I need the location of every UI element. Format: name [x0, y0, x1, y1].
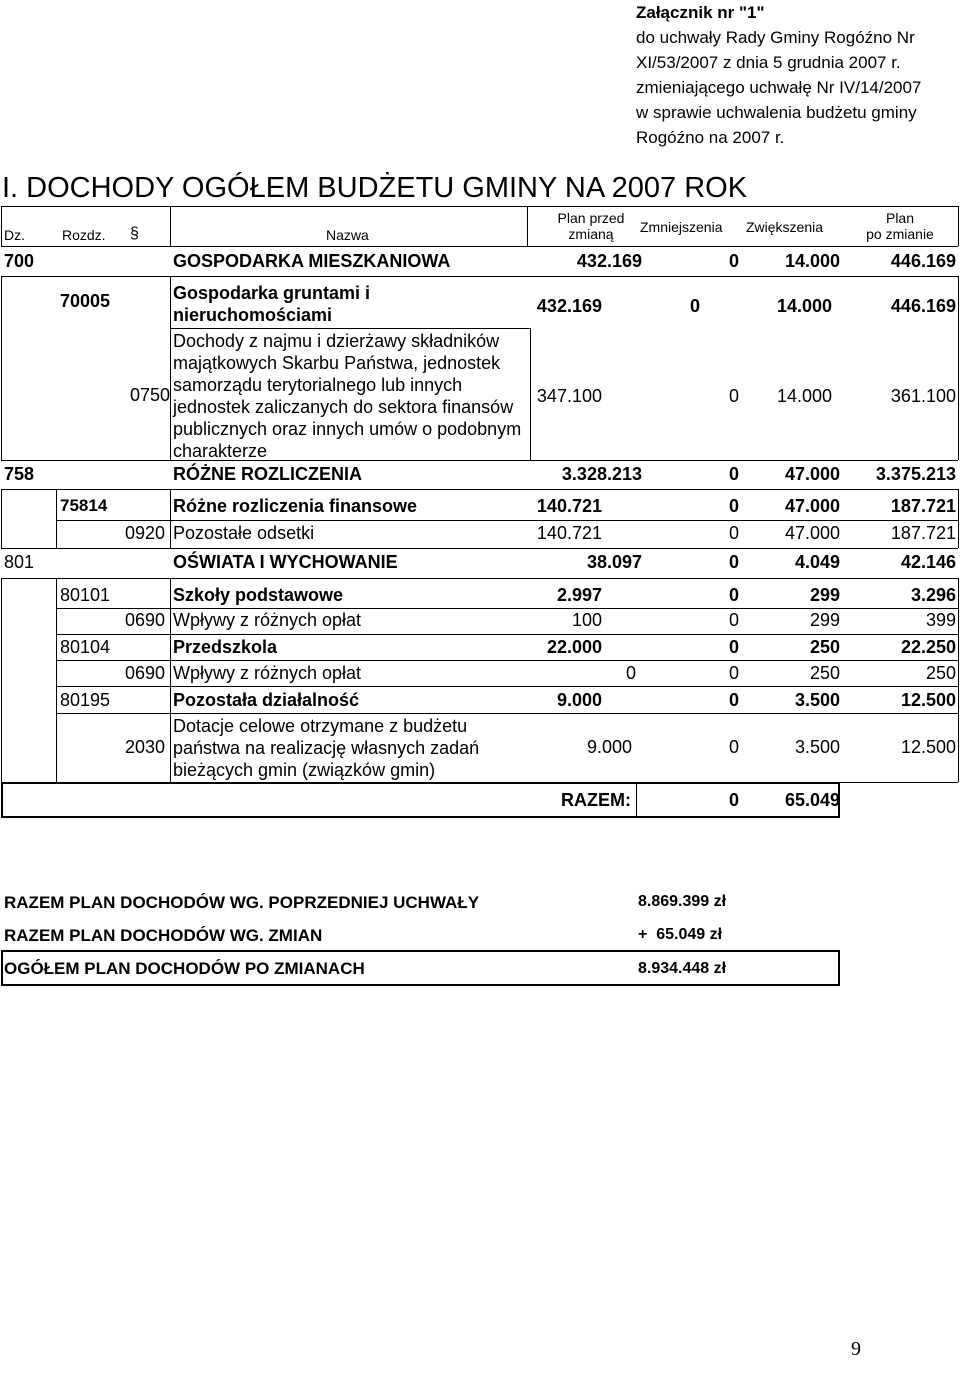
dz-code: 801	[4, 552, 35, 572]
grid-line	[170, 328, 530, 329]
dz-code: 758	[4, 464, 35, 484]
col-header-zwiekszenia: Zwiększenia	[746, 219, 824, 235]
attachment-line: do uchwały Rady Gminy Rogóźno Nr	[636, 28, 915, 47]
grid-line	[1, 276, 2, 460]
grid-line	[1, 548, 958, 549]
paragraph-code: 0690	[125, 610, 166, 630]
after-value: 3.375.213	[875, 464, 956, 484]
row-name: Gospodarka gruntami i nieruchomościami	[173, 283, 371, 325]
decrease-value: 0	[728, 251, 739, 271]
decrease-value: 0	[689, 296, 700, 316]
col-header-plan-po: Plan po zmianie	[866, 210, 934, 242]
attachment-line: XI/53/2007 z dnia 5 grudnia 2007 r.	[636, 53, 901, 72]
summary-label: RAZEM PLAN DOCHODÓW WG. POPRZEDNIEJ UCHWAŁY	[4, 893, 480, 912]
grid-line	[1, 578, 2, 782]
col-header-rozdz: Rozdz.	[62, 227, 106, 243]
summary-label: RAZEM PLAN DOCHODÓW WG. ZMIAN	[4, 926, 323, 945]
grid-line	[1, 489, 958, 490]
paragraph-code: 0750	[130, 385, 171, 405]
grid-line	[1, 276, 958, 277]
row-name: Różne rozliczenia finansowe	[173, 496, 418, 516]
after-value: 3.296	[910, 585, 956, 605]
grid-line	[1, 578, 958, 579]
grid-line	[958, 578, 959, 782]
row-name: Wpływy z różnych opłat	[173, 610, 362, 630]
grid-line	[958, 276, 959, 460]
attachment-line: Rogóźno na 2007 r.	[636, 128, 785, 147]
decrease-value: 0	[728, 386, 739, 406]
increase-value: 14.000	[784, 251, 840, 271]
increase-value: 3.500	[794, 690, 840, 710]
decrease-value: 0	[728, 737, 739, 757]
page-number: 9	[851, 1338, 861, 1360]
rozdz-code: 80104	[60, 637, 111, 657]
col-header-plan-przed: Plan przed zmianą	[557, 210, 625, 242]
increase-value: 47.000	[784, 464, 840, 484]
summary-value: 8.869.399 zł	[638, 893, 727, 910]
after-value: 12.500	[900, 690, 956, 710]
totals-increase: 65.049	[784, 790, 840, 810]
grid-line	[530, 328, 531, 460]
grid-line	[56, 608, 958, 609]
after-value: 187.721	[890, 496, 956, 516]
plan-value: 100	[571, 610, 602, 630]
summary-label: OGÓŁEM PLAN DOCHODÓW PO ZMIANACH	[4, 959, 365, 978]
dz-code: 700	[4, 251, 35, 271]
decrease-value: 0	[728, 610, 739, 630]
plan-value: 140.721	[536, 523, 602, 543]
row-name: Pozostała działalność	[173, 690, 360, 710]
decrease-value: 0	[728, 637, 739, 657]
plan-value: 9.000	[556, 690, 602, 710]
grid-line	[170, 206, 171, 246]
decrease-value: 0	[728, 523, 739, 543]
plan-value: 432.169	[536, 296, 602, 316]
decrease-value: 0	[728, 552, 739, 572]
rozdz-code: 75814	[60, 496, 108, 515]
plan-value: 3.328.213	[561, 464, 642, 484]
plan-value: 0	[625, 663, 636, 683]
totals-decrease: 0	[728, 790, 739, 810]
grid-line	[56, 713, 958, 714]
plan-value: 432.169	[576, 251, 642, 271]
grid-line	[170, 489, 171, 548]
increase-value: 250	[809, 663, 840, 683]
row-name: Wpływy z różnych opłat	[173, 663, 362, 683]
grid-line	[170, 276, 171, 460]
after-value: 22.250	[900, 637, 956, 657]
col-header-dz: Dz.	[4, 227, 25, 243]
grid-line	[1, 206, 2, 246]
after-value: 446.169	[890, 296, 956, 316]
after-value: 446.169	[890, 251, 956, 271]
plan-value: 2.997	[556, 585, 602, 605]
row-name: Szkoły podstawowe	[173, 585, 344, 605]
after-value: 12.500	[900, 737, 956, 757]
grid-line	[1, 246, 958, 247]
plan-value: 140.721	[536, 496, 602, 516]
increase-value: 250	[809, 637, 840, 657]
grid-line	[56, 634, 958, 635]
grid-line	[56, 489, 57, 548]
paragraph-code: 0920	[125, 523, 166, 543]
grid-line	[1, 460, 958, 461]
col-header-paragraph: §	[130, 225, 139, 242]
attachment-line: w sprawie uchwalenia budżetu gminy	[636, 103, 917, 122]
row-name: GOSPODARKA MIESZKANIOWA	[173, 251, 451, 271]
grid-line	[527, 206, 528, 246]
grid-line	[170, 578, 171, 782]
grid-line	[56, 520, 958, 521]
paragraph-code: 2030	[125, 737, 166, 757]
plan-value: 9.000	[586, 737, 632, 757]
totals-label: RAZEM:	[561, 790, 631, 810]
increase-value: 299	[809, 585, 840, 605]
increase-value: 47.000	[784, 523, 840, 543]
plan-value: 38.097	[586, 552, 642, 572]
grid-line	[56, 660, 958, 661]
summary-value: + 65.049 zł	[638, 926, 723, 943]
after-value: 187.721	[890, 523, 956, 543]
after-value: 361.100	[890, 386, 956, 406]
attachment-header	[636, 0, 921, 150]
row-name: RÓŻNE ROZLICZENIA	[173, 464, 362, 484]
plan-value: 347.100	[536, 386, 602, 406]
after-value: 250	[925, 663, 956, 683]
decrease-value: 0	[728, 585, 739, 605]
attachment-title: Załącznik nr "1"	[636, 3, 765, 22]
rozdz-code: 70005	[60, 291, 111, 311]
after-value: 399	[925, 610, 956, 630]
col-header-nazwa: Nazwa	[326, 227, 369, 243]
increase-value: 47.000	[784, 496, 840, 516]
grid-line	[56, 578, 57, 782]
col-header-zmniejszenia: Zmniejszenia	[640, 219, 723, 235]
plan-value: 22.000	[546, 637, 602, 657]
increase-value: 14.000	[776, 386, 832, 406]
increase-value: 14.000	[776, 296, 832, 316]
decrease-value: 0	[728, 496, 739, 516]
row-name: Dotacje celowe otrzymane z budżetu państwa na realizację własnych zadań bieżących gmin (związków gmin)	[173, 716, 480, 780]
decrease-value: 0	[728, 464, 739, 484]
increase-value: 3.500	[794, 737, 840, 757]
decrease-value: 0	[728, 690, 739, 710]
grid-line	[958, 489, 959, 548]
attachment-line: zmieniającego uchwałę Nr IV/14/2007	[636, 78, 922, 97]
grid-line	[958, 206, 959, 246]
grid-line	[1, 489, 2, 548]
increase-value: 299	[809, 610, 840, 630]
summary-value: 8.934.448 zł	[638, 960, 727, 977]
grid-line	[56, 686, 958, 687]
after-value: 42.146	[900, 552, 956, 572]
row-name: OŚWIATA I WYCHOWANIE	[173, 552, 398, 572]
totals-row	[1, 782, 840, 818]
decrease-value: 0	[728, 663, 739, 683]
row-name: Pozostałe odsetki	[173, 523, 315, 543]
grid-line	[636, 782, 637, 816]
paragraph-code: 0690	[125, 663, 166, 683]
page-title: I. DOCHODY OGÓŁEM BUDŻETU GMINY NA 2007 ROK	[2, 172, 748, 204]
increase-value: 4.049	[794, 552, 840, 572]
rozdz-code: 80195	[60, 690, 111, 710]
rozdz-code: 80101	[60, 585, 111, 605]
row-name: Dochody z najmu i dzierżawy składników majątkowych Skarbu Państwa, jednostek samorządu terytorialnego lub innych jednostek zaliczanych do sektora finansów publicznych oraz innych umów o podobnym charakterze	[173, 331, 522, 461]
grid-line	[1, 206, 958, 207]
row-name: Przedszkola	[173, 637, 278, 657]
